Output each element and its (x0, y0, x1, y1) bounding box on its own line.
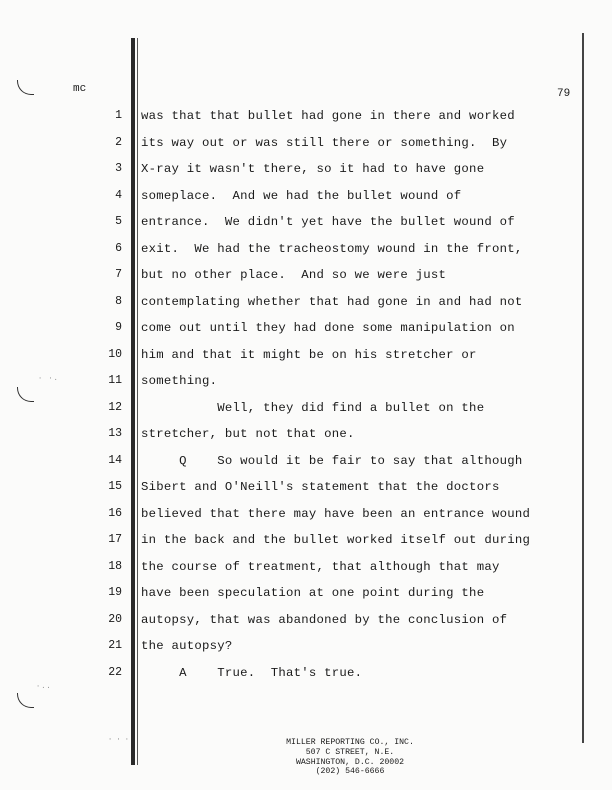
transcript-line (0, 424, 580, 444)
right-margin-rule (582, 33, 584, 743)
line-number: 17 (108, 533, 122, 546)
line-text: come out until they had done some manipulation on (141, 321, 515, 335)
transcript-line (0, 345, 580, 365)
line-text: Q So would it be fair to say that although (141, 453, 523, 468)
line-number: 16 (108, 506, 122, 520)
transcript-line (0, 186, 580, 206)
footer-company: MILLER REPORTING CO., INC. (286, 738, 414, 747)
line-number: 15 (108, 480, 122, 493)
line-number: 9 (115, 321, 122, 334)
transcript-line (0, 477, 580, 497)
transcript-line (0, 398, 580, 418)
transcript-line (0, 557, 580, 577)
line-text: entrance. We didn't yet have the bullet wound of (141, 215, 515, 229)
transcript-line (0, 530, 580, 550)
line-number: 18 (108, 559, 122, 573)
transcript-line (0, 636, 580, 656)
line-number: 7 (115, 268, 122, 281)
line-number: 11 (108, 374, 122, 387)
reporter-initials: mc (73, 83, 87, 95)
line-text: A True. That's true. (141, 665, 363, 680)
line-text: believed that there may have been an entrance wound (141, 506, 531, 521)
transcript-line (0, 159, 580, 179)
reporter-footer (240, 738, 460, 777)
line-number: 2 (115, 135, 122, 149)
line-number: 5 (115, 215, 122, 228)
line-number: 10 (108, 347, 122, 361)
line-number: 14 (108, 453, 122, 467)
line-number: 12 (108, 400, 122, 414)
line-text: the autopsy? (141, 639, 233, 653)
line-number: 3 (115, 162, 122, 175)
line-text: stretcher, but not that one. (141, 427, 355, 441)
page-number: 79 (557, 88, 571, 100)
line-number: 6 (115, 241, 122, 255)
line-number: 20 (108, 612, 122, 626)
transcript-line (0, 663, 580, 683)
line-number: 1 (115, 109, 122, 122)
line-number: 21 (108, 639, 122, 652)
line-text: was that that bullet had gone in there and worked (141, 109, 515, 123)
transcript-line (0, 133, 580, 153)
line-text: its way out or was still there or something. By (141, 135, 508, 150)
line-text: have been speculation at one point during the (141, 586, 485, 600)
transcript-line (0, 504, 580, 524)
line-text: exit. We had the tracheostomy wound in the front, (141, 241, 523, 256)
transcript-line (0, 610, 580, 630)
line-text: something. (141, 374, 218, 388)
transcript-line (0, 239, 580, 259)
binder-hole-mark (17, 80, 34, 95)
line-text: the course of treatment, that although that may (141, 559, 500, 574)
line-text: autopsy, that was abandoned by the conclusion of (141, 612, 508, 627)
line-text: someplace. And we had the bullet wound of (141, 188, 462, 203)
scan-speck: · · · (108, 736, 130, 744)
footer-phone: (202) 546-6666 (315, 767, 385, 777)
line-number: 19 (108, 586, 122, 599)
scan-speck: ·.. (36, 683, 52, 691)
transcript-line (0, 318, 580, 338)
line-text: in the back and the bullet worked itself out during (141, 533, 531, 547)
line-text: but no other place. And so we were just (141, 268, 447, 282)
binder-hole-mark (17, 693, 34, 708)
line-text: contemplating whether that had gone in and had not (141, 294, 523, 309)
transcript-line (0, 106, 580, 126)
transcript-line (0, 212, 580, 232)
line-number: 4 (115, 188, 122, 202)
transcript-line (0, 371, 580, 391)
transcript-line (0, 583, 580, 603)
line-number: 8 (115, 294, 122, 308)
line-number: 13 (108, 427, 122, 440)
line-text: Well, they did find a bullet on the (141, 400, 485, 415)
scan-speck: · ·. (38, 375, 59, 383)
transcript-line (0, 265, 580, 285)
line-text: Sibert and O'Neill's statement that the doctors (141, 480, 500, 494)
transcript-line (0, 292, 580, 312)
footer-city: WASHINGTON, D.C. 20002 (295, 757, 405, 767)
line-text: X-ray it wasn't there, so it had to have gone (141, 162, 485, 176)
line-text: him and that it might be on his stretcher or (141, 347, 477, 362)
line-number: 22 (108, 665, 122, 679)
transcript-line (0, 451, 580, 471)
footer-street: 507 C STREET, N.E. (305, 747, 395, 757)
